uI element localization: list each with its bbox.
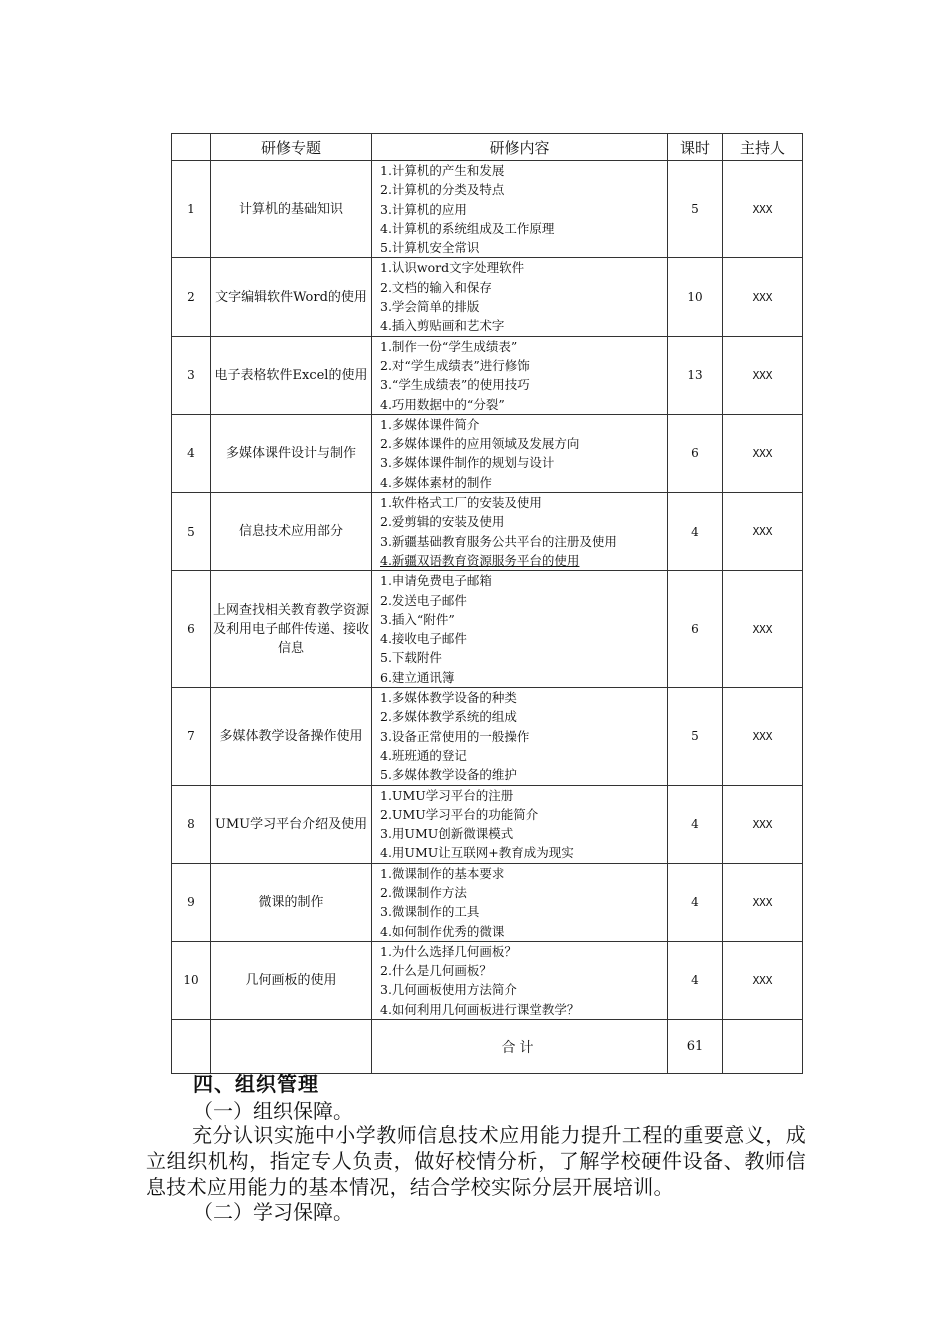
table-row [172, 785, 803, 863]
total-empty-cell [211, 1020, 372, 1074]
content-item: 1.制作一份“学生成绩表” [380, 338, 518, 354]
row-content [372, 571, 668, 688]
row-topic: UMU学习平台介绍及使用 [211, 785, 372, 863]
row-number: 4 [172, 414, 211, 492]
content-item: 5.计算机安全常识 [380, 240, 480, 256]
row-topic: 微课的制作 [211, 863, 372, 941]
content-item: 3.多媒体课件制作的规划与设计 [380, 455, 555, 471]
subsection-heading: （一）组织保障。 [193, 1099, 353, 1123]
content-item: 4.班班通的登记 [380, 747, 467, 763]
row-hours: 4 [668, 493, 723, 571]
content-item: 1.认识word文字处理软件 [380, 260, 525, 276]
row-hours: 13 [668, 336, 723, 414]
row-host: XXX [723, 493, 803, 571]
content-item: 3.设备正常使用的一般操作 [380, 728, 530, 744]
header-hours: 课时 [668, 134, 723, 161]
content-item: 4.如何利用几何画板进行课堂教学？ [380, 1001, 580, 1017]
header-host: 主持人 [723, 134, 803, 161]
content-item: 2.发送电子邮件 [380, 592, 467, 608]
content-item: 5.下载附件 [380, 650, 442, 666]
row-host: XXX [723, 688, 803, 785]
content-item: 1.计算机的产生和发展 [380, 163, 505, 178]
row-content [372, 493, 668, 571]
content-item: 1.软件格式工厂的安装及使用 [380, 495, 542, 511]
content-item: 2.多媒体课件的应用领域及发展方向 [380, 436, 580, 452]
row-topic: 多媒体课件设计与制作 [211, 414, 372, 492]
row-hours: 4 [668, 785, 723, 863]
content-item: 1.UMU学习平台的注册 [380, 787, 514, 803]
row-host: XXX [723, 414, 803, 492]
row-hours: 6 [668, 414, 723, 492]
row-hours: 4 [668, 863, 723, 941]
header-content: 研修内容 [372, 134, 668, 161]
total-hours: 61 [668, 1020, 723, 1074]
total-empty-cell [172, 1020, 211, 1074]
total-row [172, 1020, 803, 1074]
content-item: 3.学会简单的排版 [380, 299, 480, 315]
row-number: 7 [172, 688, 211, 785]
row-number: 8 [172, 785, 211, 863]
content-item: 2.对“学生成绩表”进行修饰 [380, 357, 530, 373]
body-paragraph: 充分认识实施中小学教师信息技术应用能力提升工程的重要意义，成立组织机构，指定专人负责，做好校情分析，了解学校硬件设备、教师信息技术应用能力的基本情况，结合学校实际分层开展培训。 [146, 1123, 806, 1199]
content-item: 5.多媒体教学设备的维护 [380, 767, 517, 783]
row-host: XXX [723, 258, 803, 336]
row-hours: 10 [668, 258, 723, 336]
content-item: 3.“学生成绩表”的使用技巧 [380, 377, 530, 393]
content-item: 2.什么是几何画板？ [380, 963, 492, 979]
content-item: 3.插入“附件” [380, 611, 455, 627]
row-host: XXX [723, 161, 803, 258]
row-topic: 多媒体教学设备操作使用 [211, 688, 372, 785]
content-item: 4.巧用数据中的“分裂” [380, 396, 505, 412]
row-host: XXX [723, 863, 803, 941]
row-content [372, 863, 668, 941]
content-item: 4.多媒体素材的制作 [380, 474, 492, 490]
header-topic: 研修专题 [211, 134, 372, 161]
row-topic: 上网查找相关教育教学资源及利用电子邮件传递、接收信息 [211, 571, 372, 688]
content-item: 2.爱剪辑的安装及使用 [380, 514, 505, 530]
content-item: 3.计算机的应用 [380, 201, 467, 217]
content-item: 4.接收电子邮件 [380, 631, 467, 647]
row-number: 2 [172, 258, 211, 336]
table-row [172, 161, 803, 258]
row-number: 5 [172, 493, 211, 571]
table-row [172, 571, 803, 688]
row-hours: 5 [668, 688, 723, 785]
row-host: XXX [723, 941, 803, 1019]
table-row [172, 336, 803, 414]
row-content [372, 336, 668, 414]
row-host: XXX [723, 785, 803, 863]
row-number: 9 [172, 863, 211, 941]
content-item: 1.为什么选择几何画板？ [380, 943, 517, 959]
row-topic: 几何画板的使用 [211, 941, 372, 1019]
table-row [172, 258, 803, 336]
content-item: 1.多媒体课件简介 [380, 416, 480, 432]
table-row [172, 688, 803, 785]
content-item: 2.UMU学习平台的功能简介 [380, 806, 539, 822]
table-header-row [172, 134, 803, 161]
content-item-link: 4.新疆双语教育资源服务平台的使用 [380, 552, 580, 568]
content-item: 4.用UMU让互联网+教育成为现实 [380, 845, 574, 861]
table-row [172, 493, 803, 571]
header-no [172, 134, 211, 161]
row-hours: 4 [668, 941, 723, 1019]
content-item: 4.如何制作优秀的微课 [380, 923, 505, 939]
content-item: 4.插入剪贴画和艺术字 [380, 318, 505, 334]
content-item: 2.微课制作方法 [380, 884, 467, 900]
section-heading: 四、组织管理 [193, 1072, 319, 1096]
row-topic: 计算机的基础知识 [211, 161, 372, 258]
content-item: 1.微课制作的基本要求 [380, 865, 505, 881]
content-item: 2.多媒体教学系统的组成 [380, 709, 517, 725]
table-row [172, 863, 803, 941]
row-content [372, 785, 668, 863]
row-content [372, 414, 668, 492]
content-item: 3.新疆基础教育服务公共平台的注册及使用 [380, 533, 617, 549]
row-hours: 5 [668, 161, 723, 258]
row-host: XXX [723, 571, 803, 688]
row-content [372, 688, 668, 785]
content-item: 3.微课制作的工具 [380, 904, 480, 920]
total-empty-cell [723, 1020, 803, 1074]
table-row [172, 941, 803, 1019]
row-hours: 6 [668, 571, 723, 688]
row-content [372, 941, 668, 1019]
row-topic: 电子表格软件Excel的使用 [211, 336, 372, 414]
row-content [372, 258, 668, 336]
table-row [172, 414, 803, 492]
row-topic: 文字编辑软件Word的使用 [211, 258, 372, 336]
content-item: 2.文档的输入和保存 [380, 279, 492, 295]
row-number: 6 [172, 571, 211, 688]
content-item: 6.建立通讯簿 [380, 669, 455, 685]
content-item: 3.用UMU创新微课模式 [380, 826, 514, 842]
content-item: 4.计算机的系统组成及工作原理 [380, 220, 555, 236]
row-content [372, 161, 668, 258]
row-number: 10 [172, 941, 211, 1019]
row-number: 3 [172, 336, 211, 414]
content-item: 1.多媒体教学设备的种类 [380, 690, 517, 706]
row-host: XXX [723, 336, 803, 414]
total-label: 合计 [372, 1020, 668, 1074]
content-item: 1.申请免费电子邮箱 [380, 573, 492, 589]
subsection-heading: （二）学习保障。 [193, 1200, 353, 1224]
training-plan-table [171, 133, 803, 1074]
row-number: 1 [172, 161, 211, 258]
row-topic: 信息技术应用部分 [211, 493, 372, 571]
content-item: 2.计算机的分类及特点 [380, 182, 505, 198]
content-item: 3.几何画板使用方法简介 [380, 982, 517, 998]
